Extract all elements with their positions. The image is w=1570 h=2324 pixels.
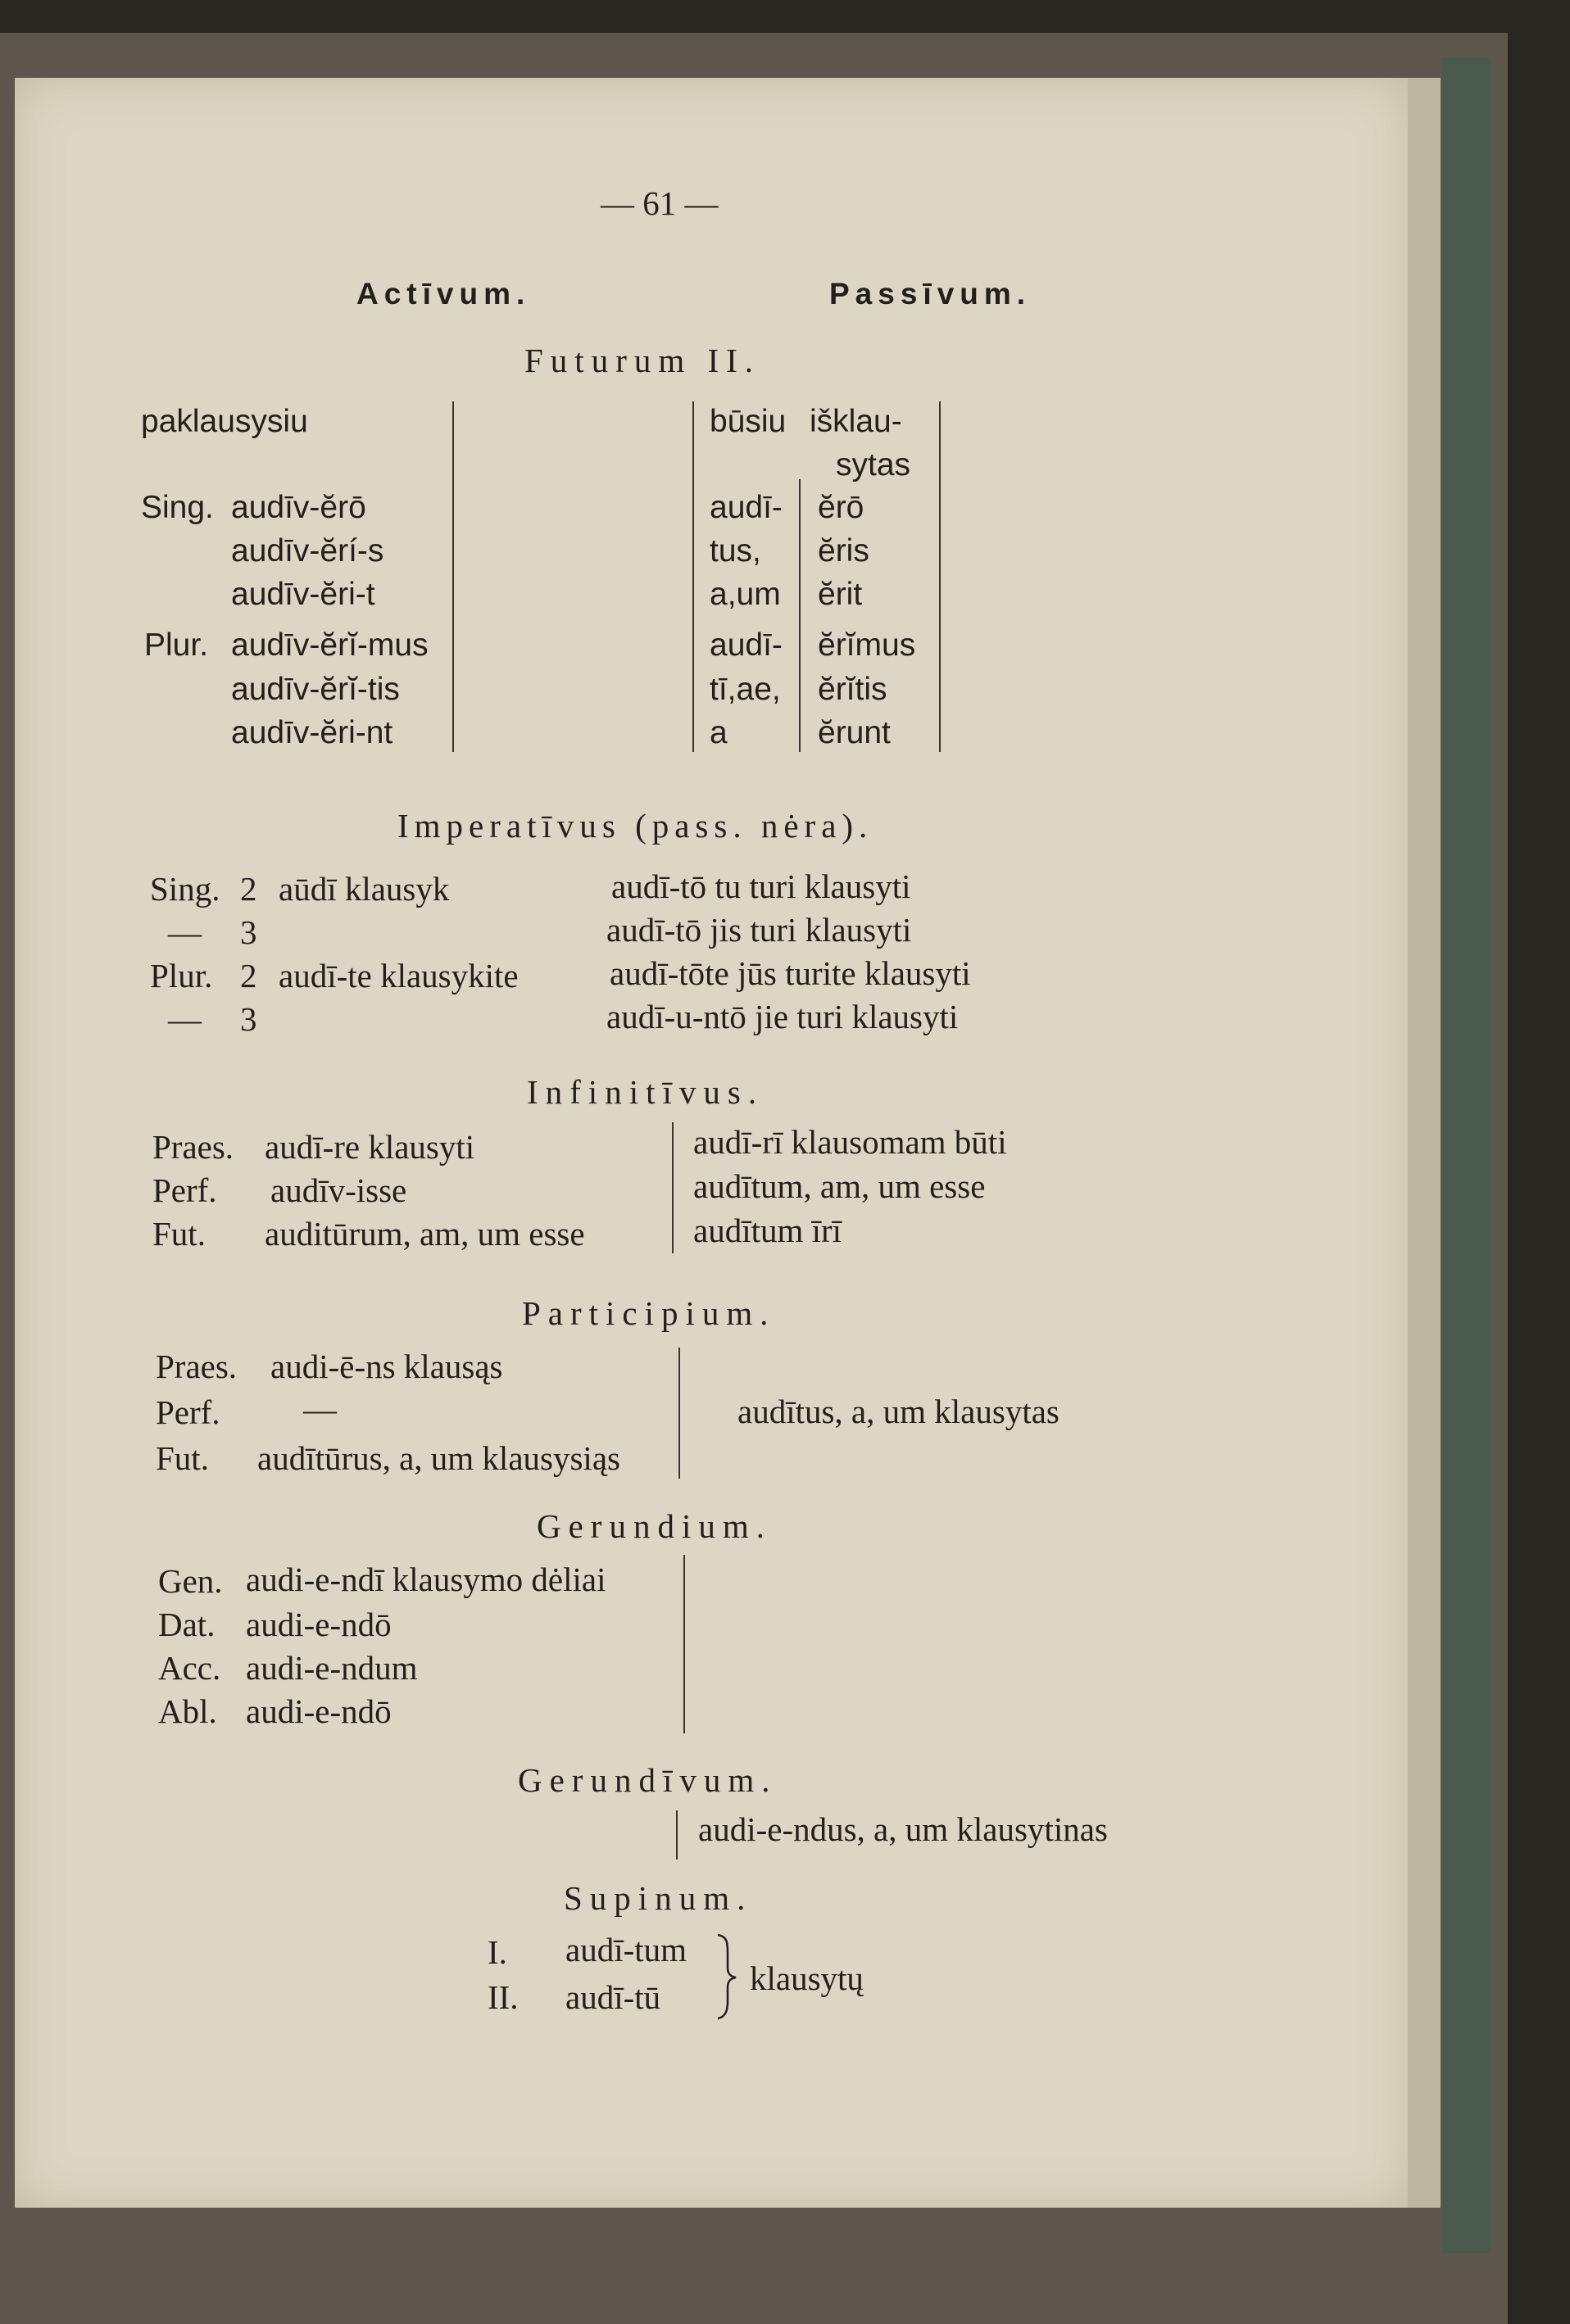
imp-person-3: 2 xyxy=(240,957,257,994)
fut-divider-2 xyxy=(692,401,694,752)
inf-act-1: audī-re klausyti xyxy=(265,1128,475,1166)
fut-form-4: audīv-ĕrĭ-mus xyxy=(231,627,429,663)
supinum-title: Supinum. xyxy=(564,1879,753,1917)
inf-pass-3: audītum īrī xyxy=(693,1212,842,1249)
ger-label-1: Gen. xyxy=(158,1562,223,1600)
inf-pass-2: audītum, am, um esse xyxy=(693,1167,986,1205)
fut-label-sing: Sing. xyxy=(141,490,214,525)
ger-label-4: Abl. xyxy=(158,1692,217,1730)
imp-fut-2: audī-tō jis turi klausyti xyxy=(606,911,912,949)
gerundivum-title: Gerundīvum. xyxy=(518,1761,778,1799)
imp-person-4: 3 xyxy=(240,1000,257,1038)
passive-busiu: būsiu xyxy=(710,404,787,439)
supinum-brace xyxy=(711,1932,744,2022)
passive-right-2: ĕris xyxy=(818,533,869,569)
part-form-1: audi-ē-ns klausąs xyxy=(270,1348,503,1385)
futurum-lt: paklausysiu xyxy=(141,404,308,439)
passive-left-4: audī- xyxy=(710,627,783,663)
sup-label-1: I. xyxy=(488,1933,507,1971)
participium-title: Participium. xyxy=(522,1294,776,1332)
passive-right-6: ĕrunt xyxy=(818,715,891,750)
ger-form-4: audi-e-ndō xyxy=(246,1692,392,1730)
imp-form-3: audī-te klausykite xyxy=(279,957,519,994)
gerundivum-form: audi-e-ndus, a, um klausytinas xyxy=(698,1810,1108,1848)
passive-left-3: a,um xyxy=(710,577,781,612)
ger-form-2: audi-e-ndō xyxy=(246,1606,392,1643)
imp-num-3: Plur. xyxy=(150,957,213,994)
part-label-2: Perf. xyxy=(156,1393,220,1431)
ger-form-3: audi-e-ndum xyxy=(246,1649,418,1687)
part-passive: audītus, a, um klausytas xyxy=(737,1393,1060,1430)
ger-label-3: Acc. xyxy=(158,1649,221,1687)
imp-num-1: Sing. xyxy=(150,870,220,908)
part-label-1: Praes. xyxy=(156,1348,238,1385)
imp-person-2: 3 xyxy=(240,913,257,951)
passive-right-3: ĕrit xyxy=(818,577,863,612)
passive-left-5: tī,ae, xyxy=(710,672,781,707)
part-label-3: Fut. xyxy=(156,1439,209,1477)
inf-pass-1: audī-rī klausomam būti xyxy=(693,1123,1007,1161)
part-divider xyxy=(678,1348,680,1479)
inf-act-3: auditūrum, am, um esse xyxy=(265,1215,585,1253)
fut-label-plur: Plur. xyxy=(144,627,209,663)
ger-divider xyxy=(683,1555,685,1733)
imp-num-4: — xyxy=(168,1000,202,1038)
fut-form-2: audīv-ĕrí-s xyxy=(231,533,384,569)
sup-form-1: audī-tum xyxy=(565,1931,687,1968)
header-activum: Actīvum. xyxy=(356,277,531,310)
fut-divider-4 xyxy=(939,401,941,752)
passive-right-5: ĕrĭtis xyxy=(818,672,887,707)
sup-form-2: audī-tū xyxy=(565,1978,661,2016)
passive-left-6: a xyxy=(710,715,728,750)
inf-label-3: Fut. xyxy=(152,1215,206,1253)
imp-fut-3: audī-tōte jūs turite klausyti xyxy=(610,954,971,992)
passive-isklau: išklau- xyxy=(810,404,902,439)
imperativus-title: Imperatīvus (pass. nėra). xyxy=(397,807,873,845)
gerundium-title: Gerundium. xyxy=(537,1507,772,1545)
supinum-meaning: klausytų xyxy=(750,1959,864,1997)
fut-form-1: audīv-ĕrō xyxy=(231,490,366,525)
passive-left-2: tus, xyxy=(710,533,761,569)
inf-divider xyxy=(672,1122,674,1253)
part-form-3: audītūrus, a, um klausysiąs xyxy=(257,1439,620,1477)
fut-form-5: audīv-ĕrĭ-tis xyxy=(231,672,400,707)
ger-label-2: Dat. xyxy=(158,1606,216,1643)
part-form-2: — xyxy=(303,1390,337,1428)
fut-form-6: audīv-ĕri-nt xyxy=(231,715,393,750)
fut-divider-1 xyxy=(452,401,454,752)
fut-divider-3 xyxy=(799,479,801,752)
book-spine xyxy=(1442,57,1491,2253)
inf-label-1: Praes. xyxy=(152,1128,234,1166)
inf-label-2: Perf. xyxy=(152,1171,217,1209)
imp-fut-4: audī-u-ntō jie turi klausyti xyxy=(606,998,959,1035)
futurum-title: Futurum II. xyxy=(524,342,761,379)
gerv-divider xyxy=(676,1810,678,1860)
page-stack xyxy=(1408,78,1441,2208)
imp-person-1: 2 xyxy=(240,870,257,908)
infinitivus-title: Infinitīvus. xyxy=(527,1073,765,1111)
inf-act-2: audīv-isse xyxy=(270,1171,407,1209)
page-number: — 61 — xyxy=(601,184,719,222)
imp-fut-1: audī-tō tu turi klausyti xyxy=(611,868,911,905)
passive-right-4: ĕrĭmus xyxy=(818,627,916,663)
ger-form-1: audi-e-ndī klausymo dėliai xyxy=(246,1561,606,1598)
sup-label-2: II. xyxy=(488,1978,519,2016)
passive-right-1: ĕrō xyxy=(818,490,864,525)
imp-num-2: — xyxy=(168,913,202,951)
passive-left-1: audī- xyxy=(710,490,783,525)
imp-form-1: aūdī klausyk xyxy=(279,870,450,908)
passive-sytas: sytas xyxy=(836,447,911,482)
fut-form-3: audīv-ĕri-t xyxy=(231,577,375,612)
header-passivum: Passīvum. xyxy=(829,277,1032,310)
